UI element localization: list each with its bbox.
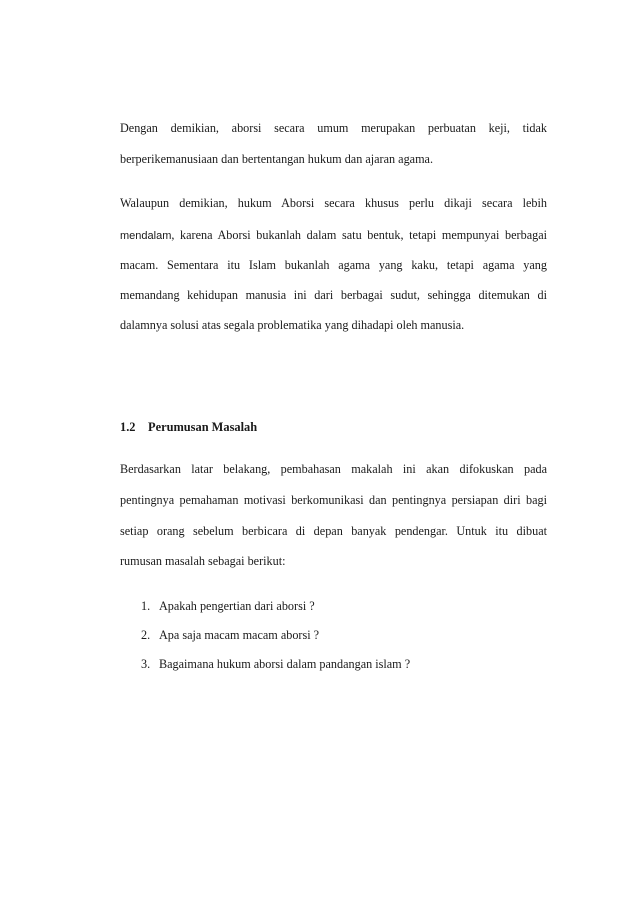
list-item — [141, 627, 319, 643]
paragraph-3-line-1: Berdasarkan latar belakang, pembahasan makalah ini akan difokuskan pada — [120, 462, 547, 476]
list-item-number: 2. — [141, 628, 151, 642]
list-item-text: Apakah pengertian dari aborsi ? — [159, 599, 315, 613]
paragraph-2-line-3: macam. Sementara itu Islam bukanlah agama yang kaku, tetapi agama yang — [120, 258, 547, 272]
paragraph-1-line-1: Dengan demikian, aborsi secara umum merupakan perbuatan keji, tidak — [120, 121, 547, 135]
paragraph-2-line-4: memandang kehidupan manusia ini dari berbagai sudut, sehingga ditemukan di — [120, 288, 547, 302]
section-heading — [120, 419, 257, 435]
paragraph-2-line-5: dalamnya solusi atas segala problematika yang dihadapi oleh manusia. — [120, 318, 465, 332]
list-item-text: Bagaimana hukum aborsi dalam pandangan islam ? — [159, 657, 411, 671]
list-item — [141, 598, 315, 614]
paragraph-3-line-4: rumusan masalah sebagai berikut: — [120, 554, 286, 568]
list-item-number: 3. — [141, 657, 151, 671]
paragraph-3-line-2: pentingnya pemahaman motivasi berkomunikasi dan pentingnya persiapan diri bagi — [120, 493, 547, 507]
section-title: Perumusan Masalah — [148, 420, 258, 434]
paragraph-2-word-mendalam: mendalam — [120, 230, 172, 242]
paragraph-1-line-2: berperikemanusiaan dan bertentangan hukum dan ajaran agama. — [120, 152, 434, 166]
paragraph-2-line-1: Walaupun demikian, hukum Aborsi secara khusus perlu dikaji secara lebih — [120, 196, 547, 210]
list-item-number: 1. — [141, 599, 151, 613]
paragraph-2-line-2-rest: , karena Aborsi bukanlah dalam satu bentuk, tetapi mempunyai berbagai — [171, 228, 547, 242]
paragraph-2-line-2 — [120, 227, 547, 244]
list-item — [141, 656, 410, 672]
paragraph-3-line-3: setiap orang sebelum berbicara di depan banyak pendengar. Untuk itu dibuat — [120, 524, 547, 538]
section-number: 1.2 — [120, 420, 136, 434]
list-item-text: Apa saja macam macam aborsi ? — [159, 628, 320, 642]
